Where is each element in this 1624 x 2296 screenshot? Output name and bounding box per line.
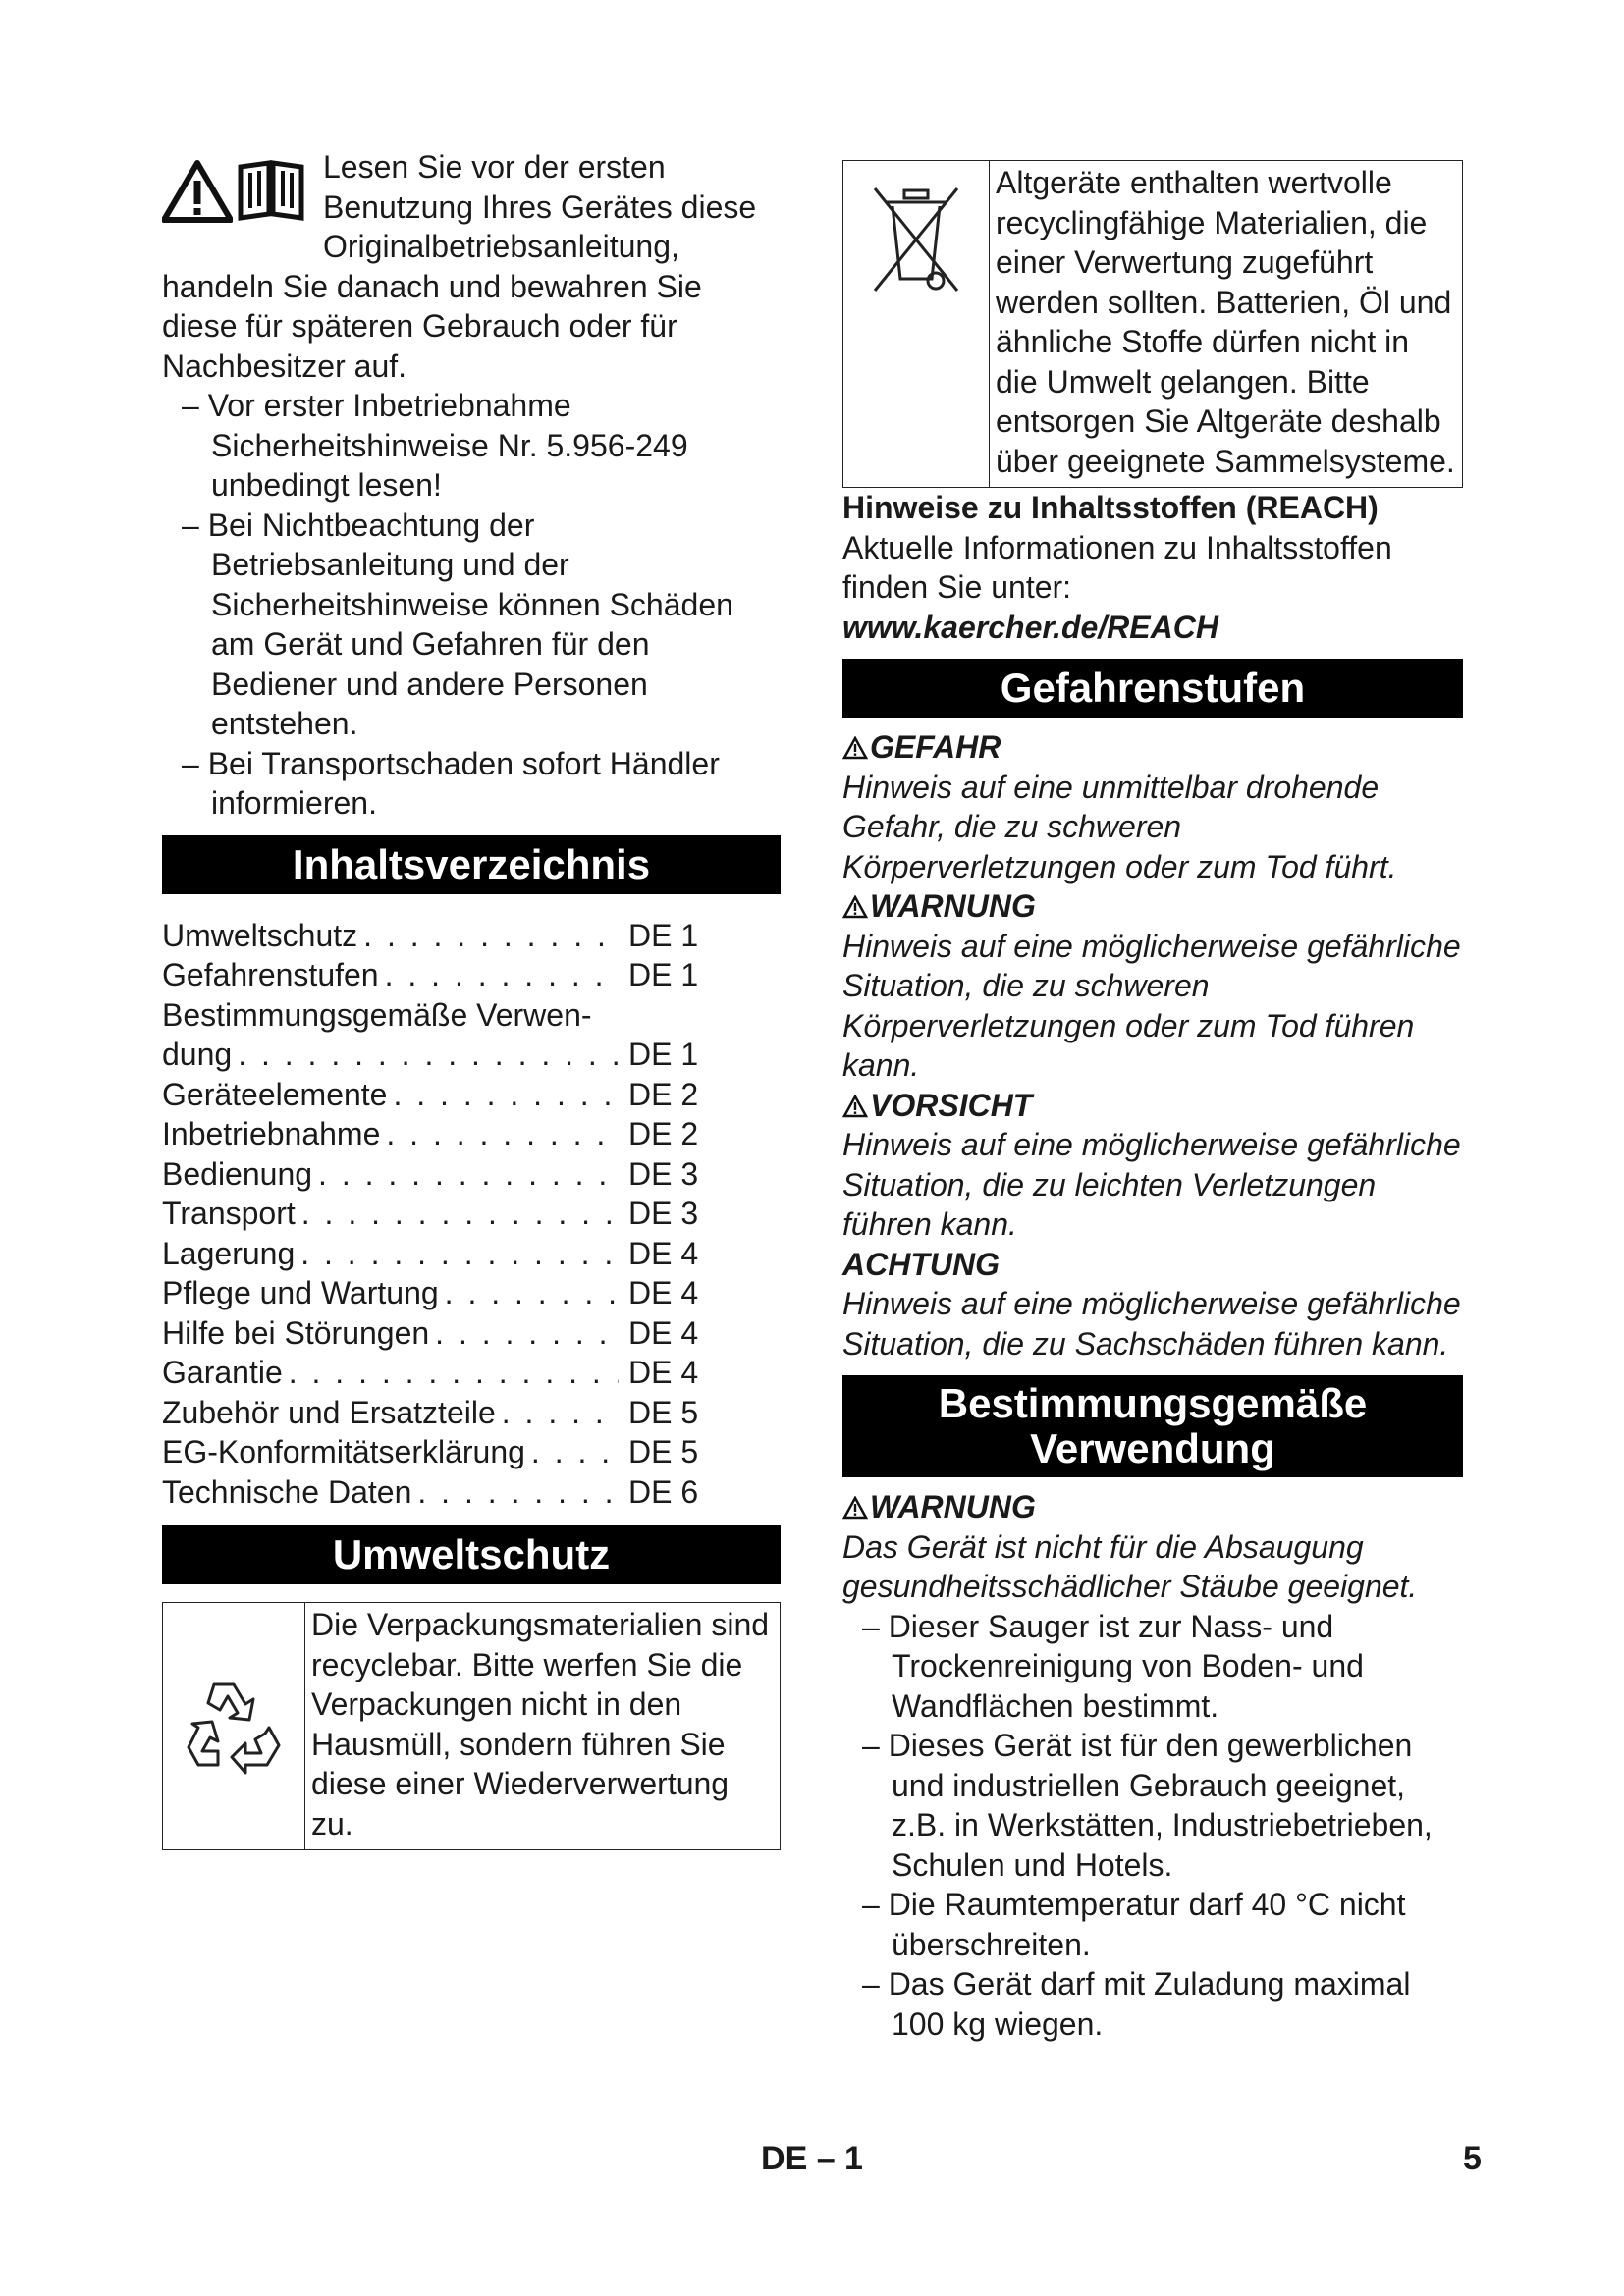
recycle-text: Die Verpackungsmaterialien sind recyclebar. Bitte werfen Sie die Verpackungen nicht in den Hausmüll, sondern führen Sie diese einer Wiederverwertung zu.	[311, 1607, 770, 1842]
toc-entry-geraeteelemente[interactable]: Geräteelemente . . . DE 2	[162, 1075, 707, 1115]
recycle-icon	[175, 1673, 293, 1781]
toc-entry-inbetriebnahme[interactable]: Inbetriebnahme . . . DE 2	[162, 1114, 707, 1154]
hazard-text-vorsicht: Hinweis auf eine möglicherweise gefährliche Situation, die zu leichten Verletzungen führen kann.	[842, 1127, 1461, 1242]
toc-entry-lagerung[interactable]: Lagerung . . . DE 4	[162, 1234, 707, 1274]
hazard-text-warnung: Hinweis auf eine möglicherweise gefährliche Situation, die zu schweren Körperverletzungen oder zum Tod führen kann.	[842, 928, 1461, 1083]
hazard-label-achtung: ACHTUNG	[842, 1246, 1000, 1282]
disposal-box	[842, 160, 1463, 488]
reach-link[interactable]: www.kaercher.de/REACH	[842, 609, 1218, 645]
warning-triangle-icon	[842, 895, 868, 919]
toc-entry-bedienung[interactable]: Bedienung . . . DE 3	[162, 1154, 707, 1195]
toc-entry-umweltschutz[interactable]: Umweltschutz . . . DE 1	[162, 916, 707, 956]
crossed-bin-icon	[867, 185, 965, 302]
hazard-label-gefahr: GEFAHR	[842, 727, 1463, 768]
toc-entry-konformitaet[interactable]: EG-Konformitätserklärung . . . DE 5	[162, 1432, 707, 1472]
verwendung-warning-text: Das Gerät ist nicht für die Absaugung gesundheitsschädlicher Stäube geeignet.	[842, 1528, 1418, 1604]
warning-triangle-icon	[842, 1095, 868, 1118]
verwendung-warning-label: WARNUNG	[842, 1487, 1463, 1527]
intro-text: Lesen Sie vor der ersten Benutzung Ihres Gerätes diese Originalbetriebsanleitung, handeln Sie danach und bewahren Sie diese für späteren Gebrauch oder für Nachbesitzer auf.	[162, 149, 757, 384]
toc-label-line1: Bestimmungsgemäße Verwen-	[162, 996, 592, 1033]
toc-entry-garantie[interactable]: Garantie . . . DE 4	[162, 1353, 707, 1393]
manual-book-icon	[235, 157, 307, 222]
left-column	[162, 147, 781, 1850]
verwendung-section	[842, 1487, 1463, 2044]
toc-label-line2: dung	[162, 1037, 233, 1072]
toc-entry-pflege[interactable]: Pflege und Wartung . . . DE 4	[162, 1273, 707, 1313]
hazard-label-vorsicht: VORSICHT	[842, 1086, 1463, 1126]
warning-triangle-icon	[842, 1496, 868, 1520]
intro-section	[162, 147, 781, 824]
umweltschutz-heading: Umweltschutz	[162, 1525, 781, 1584]
verwendung-bullet: – Die Raumtemperatur darf 40 °C nicht überschreiten.	[862, 1887, 1406, 1962]
reach-title: Hinweise zu Inhaltsstoffen (REACH)	[842, 490, 1379, 525]
warning-icon	[162, 159, 233, 224]
toc-entry-verwendung[interactable]: Bestimmungsgemäße Verwen- dung . . . DE 1	[162, 995, 707, 1075]
verwendung-bullet: – Das Gerät darf mit Zuladung maximal 100 kg wiegen.	[862, 1966, 1411, 2042]
intro-bullet: – Vor erster Inbetriebnahme Sicherheitshinweise Nr. 5.956-249 unbedingt lesen!	[182, 388, 688, 503]
intro-bullet: – Bei Transportschaden sofort Händler informieren.	[182, 745, 720, 821]
footer-page-label: DE – 1	[761, 2140, 863, 2177]
gefahrenstufen-heading: Gefahrenstufen	[842, 659, 1463, 718]
warning-triangle-icon	[842, 736, 868, 760]
verwendung-bullet: – Dieser Sauger ist zur Nass- und Trockenreinigung von Boden- und Wandflächen bestimmt.	[862, 1608, 1364, 1724]
hazard-text-gefahr: Hinweis auf eine unmittelbar drohende Gefahr, die zu schweren Körperverletzungen oder zum Tod führt.	[842, 769, 1397, 884]
hazard-text-achtung: Hinweis auf eine möglicherweise gefährliche Situation, die zu Sachschäden führen kann.	[842, 1286, 1461, 1362]
table-of-contents	[162, 916, 707, 1513]
hazard-label-warnung: WARNUNG	[842, 886, 1463, 927]
recycle-icon-cell	[163, 1603, 305, 1849]
verwendung-bullet: – Dieses Gerät ist für den gewerblichen und industriellen Gebrauch geeignet, z.B. in Werkstätten, Industriebetrieben, Schulen und Hotels.	[862, 1728, 1433, 1883]
footer-page-number: 5	[1463, 2140, 1482, 2177]
toc-entry-technische-daten[interactable]: Technische Daten . . . DE 6	[162, 1472, 707, 1513]
right-column	[842, 160, 1463, 2044]
disposal-icon-cell	[843, 161, 990, 487]
toc-entry-stoerungen[interactable]: Hilfe bei Störungen . . . DE 4	[162, 1313, 707, 1354]
hazard-levels	[842, 727, 1463, 1363]
toc-heading: Inhaltsverzeichnis	[162, 835, 781, 894]
disposal-text: Altgeräte enthalten wertvolle recyclingfähige Materialien, die einer Verwertung zugeführt werden sollten. Batterien, Öl und ähnliche Stoffe dürfen nicht in die Umwelt gelangen. Bitte entsorgen Sie Altgeräte deshalb über geeignete Sammelsysteme.	[996, 165, 1455, 479]
reach-text: Aktuelle Informationen zu Inhaltsstoffen finden Sie unter:	[842, 529, 1392, 605]
intro-icons	[162, 153, 309, 228]
toc-entry-gefahrenstufen[interactable]: Gefahrenstufen . . . DE 1	[162, 955, 707, 995]
verwendung-heading: Bestimmungsgemäße Verwendung	[842, 1375, 1463, 1477]
toc-entry-zubehoer[interactable]: Zubehör und Ersatzteile . . . DE 5	[162, 1393, 707, 1433]
recycle-box	[162, 1602, 781, 1850]
intro-bullet: – Bei Nichtbeachtung der Betriebsanleitung und der Sicherheitshinweise können Schäden am Gerät und Gefahren für den Bediener und andere Personen entstehen.	[182, 507, 733, 741]
toc-entry-transport[interactable]: Transport . . . DE 3	[162, 1194, 707, 1234]
